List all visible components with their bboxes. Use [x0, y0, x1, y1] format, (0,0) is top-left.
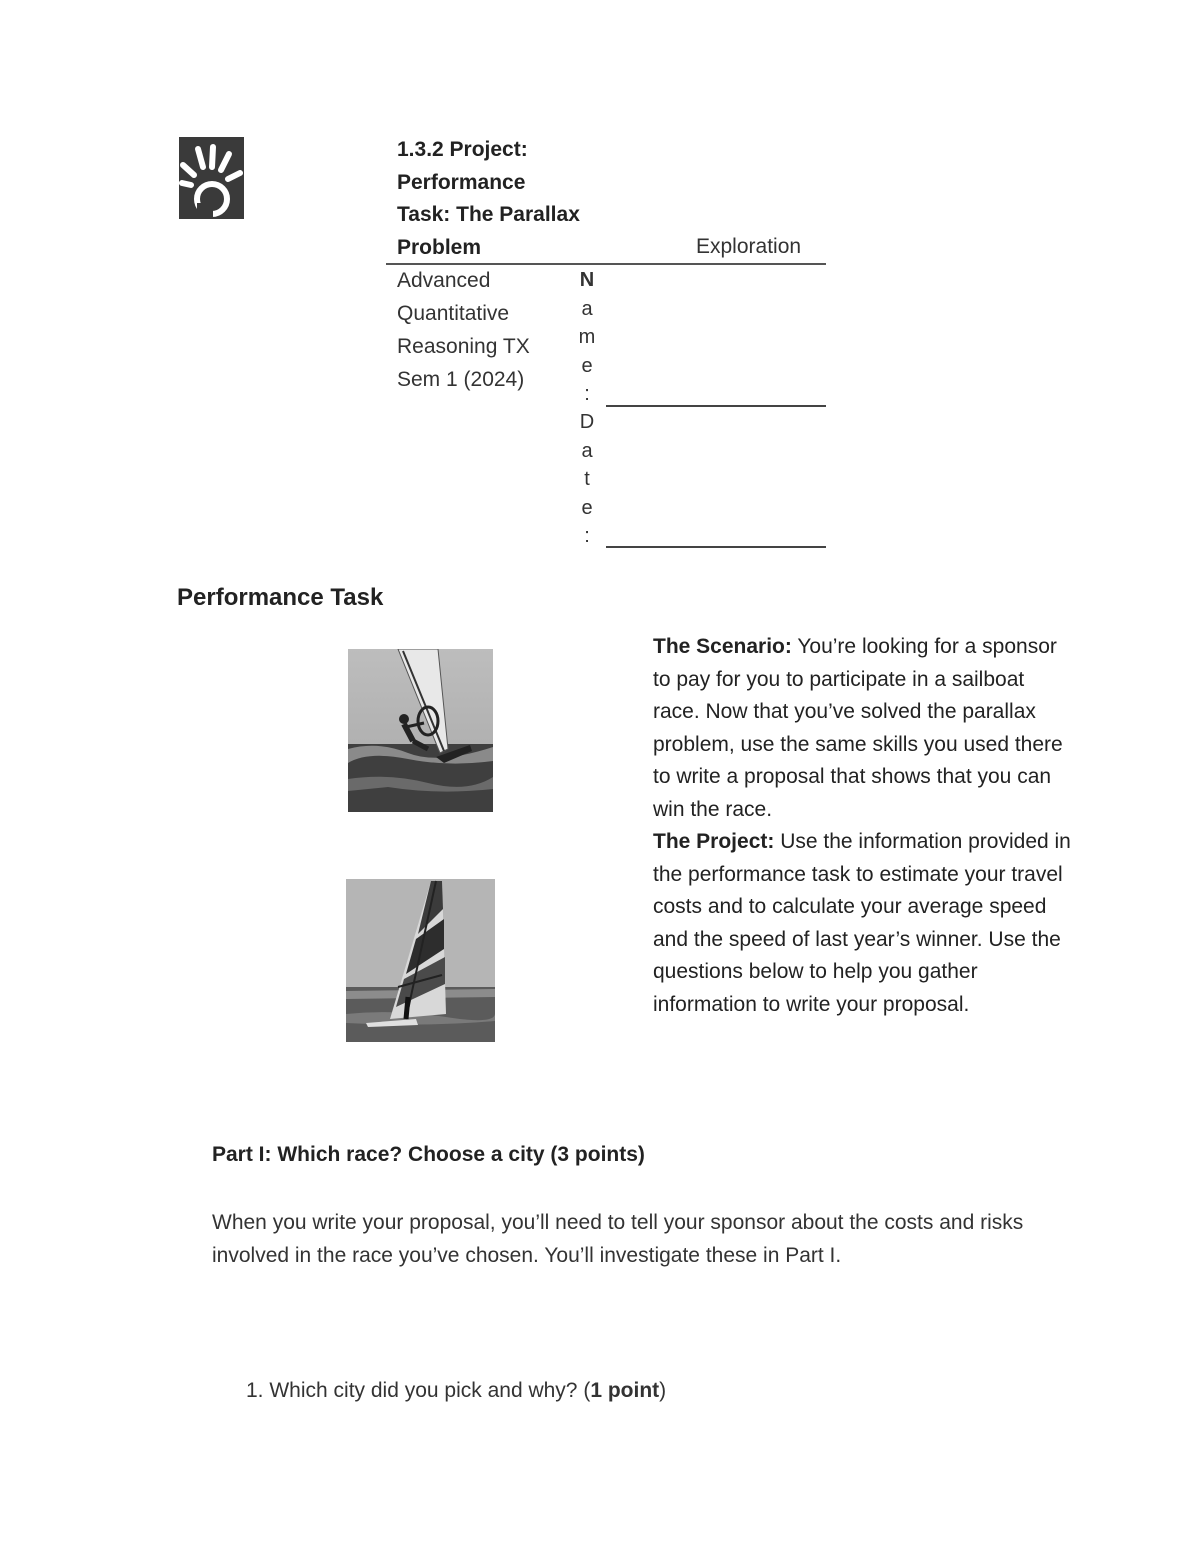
question-text: Which city did you pick and why? (: [263, 1379, 591, 1402]
date-letter: t: [584, 468, 590, 490]
title-line: Task: The Parallax: [397, 203, 580, 226]
course-line: Quantitative: [397, 302, 510, 325]
date-letter: e: [581, 496, 593, 519]
name-letter: a: [581, 297, 593, 320]
date-letter: :: [584, 525, 590, 547]
name-letter: m: [578, 326, 596, 348]
scenario-label: The Scenario:: [653, 635, 792, 658]
date-letter: a: [581, 439, 593, 462]
part-one-paragraph: When you write your proposal, you’ll need to tell your sponsor about the costs and risks involved in the race you’ve chosen. You’ll investigate these in Part I.: [212, 1211, 1024, 1267]
company-logo: [179, 137, 244, 219]
project-text: Use the information provided in the performance task to estimate your travel costs and to calculate your average speed and the speed of last year’s winner. Use the questions below to help you gather information to write your proposal.: [653, 830, 1071, 1016]
title-line: Problem: [397, 235, 482, 259]
windsurfer-sailing-photo: [346, 879, 495, 1042]
course-line: Sem 1 (2024): [397, 368, 525, 391]
name-label: [575, 266, 599, 409]
name-letter: e: [581, 354, 593, 377]
date-label: [575, 408, 599, 551]
activity-type-label: Exploration: [696, 235, 802, 258]
date-letter: D: [579, 411, 595, 433]
course-name: [397, 264, 557, 396]
date-field[interactable]: [606, 546, 826, 548]
project-label: The Project:: [653, 830, 775, 853]
question-close: ): [659, 1379, 667, 1402]
name-letter: N: [579, 269, 595, 291]
document-title: [397, 134, 612, 264]
scenario-description: [653, 631, 1073, 1021]
title-line: 1.3.2 Project:: [397, 138, 528, 161]
windsurfer-jumping-photo: [348, 649, 493, 812]
question-1: [246, 1375, 666, 1407]
question-number: 1.: [246, 1379, 264, 1402]
scenario-text: You’re looking for a sponsor to pay for you to participate in a sailboat race. Now that you’ve solved the parallax problem, use the same skills you used there to write a proposal that shows that you can win the race.: [653, 635, 1063, 821]
section-title: Performance Task: [177, 584, 384, 611]
course-line: Reasoning TX: [397, 335, 530, 358]
name-field[interactable]: [606, 405, 826, 407]
question-points: 1 point: [590, 1379, 660, 1402]
title-line: Performance: [397, 170, 526, 194]
course-line: Advanced: [397, 269, 491, 292]
name-letter: :: [584, 383, 590, 405]
part-one-heading: Part I: Which race? Choose a city (3 points): [212, 1143, 645, 1166]
